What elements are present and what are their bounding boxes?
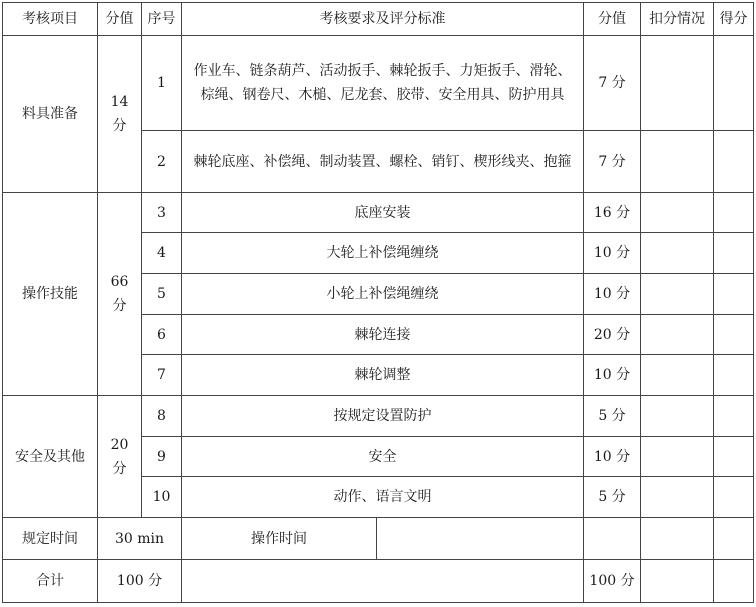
total-label: 合计 [3, 560, 98, 603]
row-points: 10 分 [584, 355, 641, 396]
row-deduction[interactable] [641, 233, 714, 274]
row-criteria: 安全 [182, 437, 584, 477]
row-earned[interactable] [714, 131, 754, 193]
row-earned[interactable] [714, 315, 754, 355]
total-value: 100 分 [98, 560, 182, 603]
table-row [3, 193, 754, 233]
row-seq: 3 [142, 193, 182, 233]
row-seq: 1 [142, 36, 182, 131]
row-deduction[interactable] [641, 396, 714, 437]
row-earned[interactable] [714, 193, 754, 233]
total-blank [182, 560, 584, 603]
group-score: 20 分 [98, 396, 142, 518]
time-row [3, 518, 754, 560]
row-seq: 2 [142, 131, 182, 193]
header-row [3, 3, 754, 36]
header-criteria: 考核要求及评分标准 [182, 3, 584, 36]
row-points: 10 分 [584, 274, 641, 315]
row-seq: 7 [142, 355, 182, 396]
row-seq: 8 [142, 396, 182, 437]
row-criteria: 动作、语言文明 [182, 477, 584, 518]
row-seq: 4 [142, 233, 182, 274]
row-deduction[interactable] [641, 193, 714, 233]
row-points: 20 分 [584, 315, 641, 355]
header-points: 分值 [584, 3, 641, 36]
total-points: 100 分 [584, 560, 641, 603]
row-deduction[interactable] [641, 36, 714, 131]
operation-time-label: 操作时间 [182, 518, 377, 560]
row-seq: 9 [142, 437, 182, 477]
total-earned[interactable] [714, 560, 754, 603]
group-item: 料具准备 [3, 36, 98, 193]
row-deduction[interactable] [641, 437, 714, 477]
row-deduction[interactable] [641, 315, 714, 355]
row-earned[interactable] [714, 274, 754, 315]
row-seq: 6 [142, 315, 182, 355]
table-row [3, 36, 754, 131]
row-earned[interactable] [714, 36, 754, 131]
row-earned[interactable] [714, 396, 754, 437]
group-score: 66 分 [98, 193, 142, 396]
row-criteria: 棘轮连接 [182, 315, 584, 355]
row-points: 5 分 [584, 396, 641, 437]
group-item: 安全及其他 [3, 396, 98, 518]
row-criteria: 棘轮底座、补偿绳、制动装置、螺栓、销钉、楔形线夹、抱箍 [182, 131, 584, 193]
total-deduction[interactable] [641, 560, 714, 603]
row-points: 16 分 [584, 193, 641, 233]
row-criteria: 底座安装 [182, 193, 584, 233]
table-row [3, 396, 754, 437]
time-earned[interactable] [714, 518, 754, 560]
row-earned[interactable] [714, 233, 754, 274]
row-criteria: 作业车、链条葫芦、活动扳手、棘轮扳手、力矩扳手、滑轮、棕绳、钢卷尺、木槌、尼龙套、胶带、安全用具、防护用具 [182, 36, 584, 131]
row-points: 7 分 [584, 36, 641, 131]
header-deduction: 扣分情况 [641, 3, 714, 36]
row-criteria: 按规定设置防护 [182, 396, 584, 437]
row-criteria: 小轮上补偿绳缠绕 [182, 274, 584, 315]
total-row [3, 560, 754, 603]
time-label: 规定时间 [3, 518, 98, 560]
row-points: 10 分 [584, 233, 641, 274]
row-deduction[interactable] [641, 131, 714, 193]
score-table [2, 2, 754, 603]
row-deduction[interactable] [641, 477, 714, 518]
time-points [584, 518, 641, 560]
operation-time-value[interactable] [377, 518, 584, 560]
row-deduction[interactable] [641, 274, 714, 315]
header-seq: 序号 [142, 3, 182, 36]
row-points: 10 分 [584, 437, 641, 477]
header-item: 考核项目 [3, 3, 98, 36]
group-item: 操作技能 [3, 193, 98, 396]
row-criteria: 大轮上补偿绳缠绕 [182, 233, 584, 274]
row-deduction[interactable] [641, 355, 714, 396]
row-seq: 10 [142, 477, 182, 518]
time-value: 30 min [98, 518, 182, 560]
time-deduction[interactable] [641, 518, 714, 560]
header-score: 分值 [98, 3, 142, 36]
row-earned[interactable] [714, 477, 754, 518]
row-earned[interactable] [714, 355, 754, 396]
row-criteria: 棘轮调整 [182, 355, 584, 396]
row-points: 7 分 [584, 131, 641, 193]
row-earned[interactable] [714, 437, 754, 477]
row-seq: 5 [142, 274, 182, 315]
header-earned: 得分 [714, 3, 754, 36]
group-score: 14 分 [98, 36, 142, 193]
row-points: 5 分 [584, 477, 641, 518]
